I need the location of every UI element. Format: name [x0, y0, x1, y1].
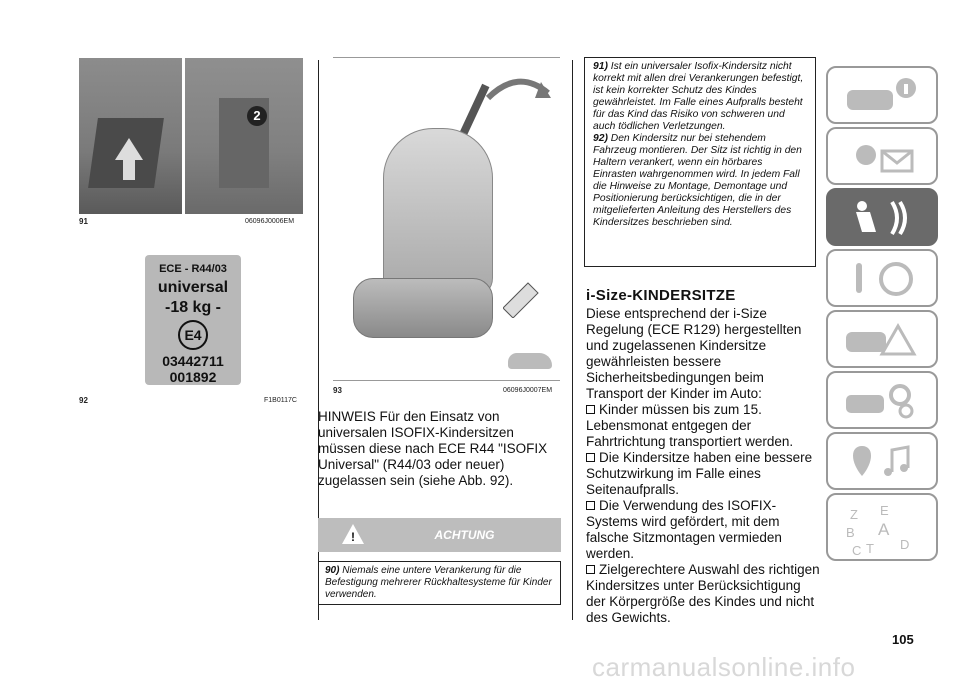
checkbox-bullet-icon — [586, 405, 595, 414]
column-divider — [572, 60, 573, 620]
alphabet-index-icon — [842, 503, 926, 559]
car-gears-icon — [842, 381, 922, 421]
tab-index[interactable] — [826, 493, 938, 561]
tab-emergency[interactable] — [826, 310, 938, 368]
svg-text:T: T — [866, 541, 874, 556]
section-title: i-Size-KINDERSITZE — [586, 287, 736, 304]
svg-text:D: D — [900, 537, 910, 552]
figure-91-number: 91 — [79, 217, 88, 226]
figure-91-code: 06096J0006EM — [245, 218, 295, 225]
isofix-note: HINWEIS Für den Einsatz von universalen ISOFIX-Kindersitzen müssen diese nach ECE R44 "ISOFIX Universal" (R44/03 oder neuer) zugelassen sein (siehe Abb. 92). — [318, 409, 548, 488]
insert-arrow-icon — [115, 138, 143, 160]
checkbox-bullet-icon — [586, 453, 595, 462]
checkbox-bullet-icon — [586, 501, 595, 510]
seat-airbag-icon — [842, 198, 922, 238]
figure-92-code: F1B0117C — [264, 397, 297, 404]
list-item: Die Kindersitze haben eine bessere Schutzwirkung im Falle eines Seitenaufpralls. — [586, 450, 813, 497]
list-item: Zielgerechtere Auswahl des richtigen Kindersitzes unter Berücksichtigung der Körpergröße des Kindes und nicht des Gewichts. — [586, 562, 820, 625]
list-item: Die Verwendung des ISOFIX-Systems wird gefördert, mit dem falsche Sitzmontagen vermieden werden. — [586, 498, 782, 561]
navigation-music-icon — [842, 442, 922, 482]
page-number: 105 — [892, 632, 914, 647]
tab-car-info[interactable] — [826, 66, 938, 124]
tab-lights-messages[interactable] — [826, 127, 938, 185]
safety-notes-box: 91) Ist ein universaler Isofix-Kindersitz nicht korrekt mit allen drei Verankerungen befestigt, ist kein korrekter Schutz des Kindes gewährleistet. Im Falle eines Aufpralls besteht für das Kind das Risiko von schweren und auch tödlichen Verletzungen. 92) Den Kindersitz nur bei stehendem Fahrzeug montieren. Der Sitz ist richtig in den Haltern verankert, wenn ein hörbares Einrasten wahrgenommen wird. In jedem Fall die Hinweise zu Montage, Demontage und Positionierung berücksichtigen, die in der mitgelieferten Anleitung des Herstellers des Kindersitzes beschrieben sind. — [584, 57, 816, 267]
warning-title: ACHTUNG — [434, 528, 495, 542]
figure-91-image — [79, 58, 303, 214]
checkbox-bullet-icon — [586, 565, 595, 574]
lights-message-icon — [842, 137, 922, 177]
warning-text: Niemals eine untere Verankerung für die Befestigung mehrerer Rückhaltesysteme für Kinder verwenden. — [325, 565, 552, 600]
rotation-arrow-icon — [483, 68, 553, 108]
warning-box: 90) Niemals eine untere Verankerung für die Befestigung mehrerer Rückhaltesysteme für Kinder verwenden. — [318, 561, 561, 605]
svg-text:E: E — [880, 503, 889, 518]
list-item: Kinder müssen bis zum 15. Lebensmonat entgegen der Fahrtrichtung transportiert werden. — [586, 402, 794, 449]
child-seat-back — [383, 128, 493, 298]
tab-safety[interactable] — [826, 188, 938, 246]
watermark: carmanualsonline.info — [592, 652, 856, 682]
push-arrow-icon — [503, 278, 543, 318]
svg-text:C: C — [852, 543, 862, 558]
warning-triangle-icon — [842, 320, 922, 360]
tab-starting-driving[interactable] — [826, 249, 938, 307]
car-info-icon — [842, 76, 922, 116]
tab-multimedia[interactable] — [826, 432, 938, 490]
svg-text:Z: Z — [850, 507, 858, 522]
figure-callout: 2 — [247, 106, 267, 126]
key-steering-icon — [842, 259, 922, 299]
figure-93-image — [333, 57, 560, 381]
svg-text:A: A — [878, 520, 890, 539]
isize-text: Diese entsprechend der i-Size Regelung (ECE R129) hergestellten und zugelassenen Kindersitze gewährleisten bessere Sicherheitsbedingungen beim Transport der Kinder im Auto: Kinder müssen bis zum 15. Lebensmonat entgegen der Fahrtrichtung transportiert werden. Die Kindersitze haben eine bessere Schutzwirkung im Falle eines Seitenaufpralls. Die Verwendung des ISOFIX-Systems wird gefördert, mit dem falsche Sitzmontagen vermieden werden. Zielgerechtere Auswahl des richtigen Kindersitzes unter Berücksichtigung der Körpergröße des Kindes und nicht des Gewichts. — [586, 306, 820, 625]
figure-93-number: 93 — [333, 386, 342, 395]
tab-maintenance[interactable] — [826, 371, 938, 429]
svg-text:B: B — [846, 525, 855, 540]
figure-92-number: 92 — [79, 396, 88, 405]
e4-mark: E4 — [178, 320, 208, 350]
warning-header: ! ACHTUNG — [318, 518, 561, 552]
figure-92-approval-label: ECE - R44/03 universal -18 kg - E4 03442711 001892 — [145, 255, 241, 385]
figure-93-code: 06096J0007EM — [503, 387, 553, 394]
child-seat-base — [353, 278, 493, 338]
car-direction-icon — [508, 353, 552, 369]
